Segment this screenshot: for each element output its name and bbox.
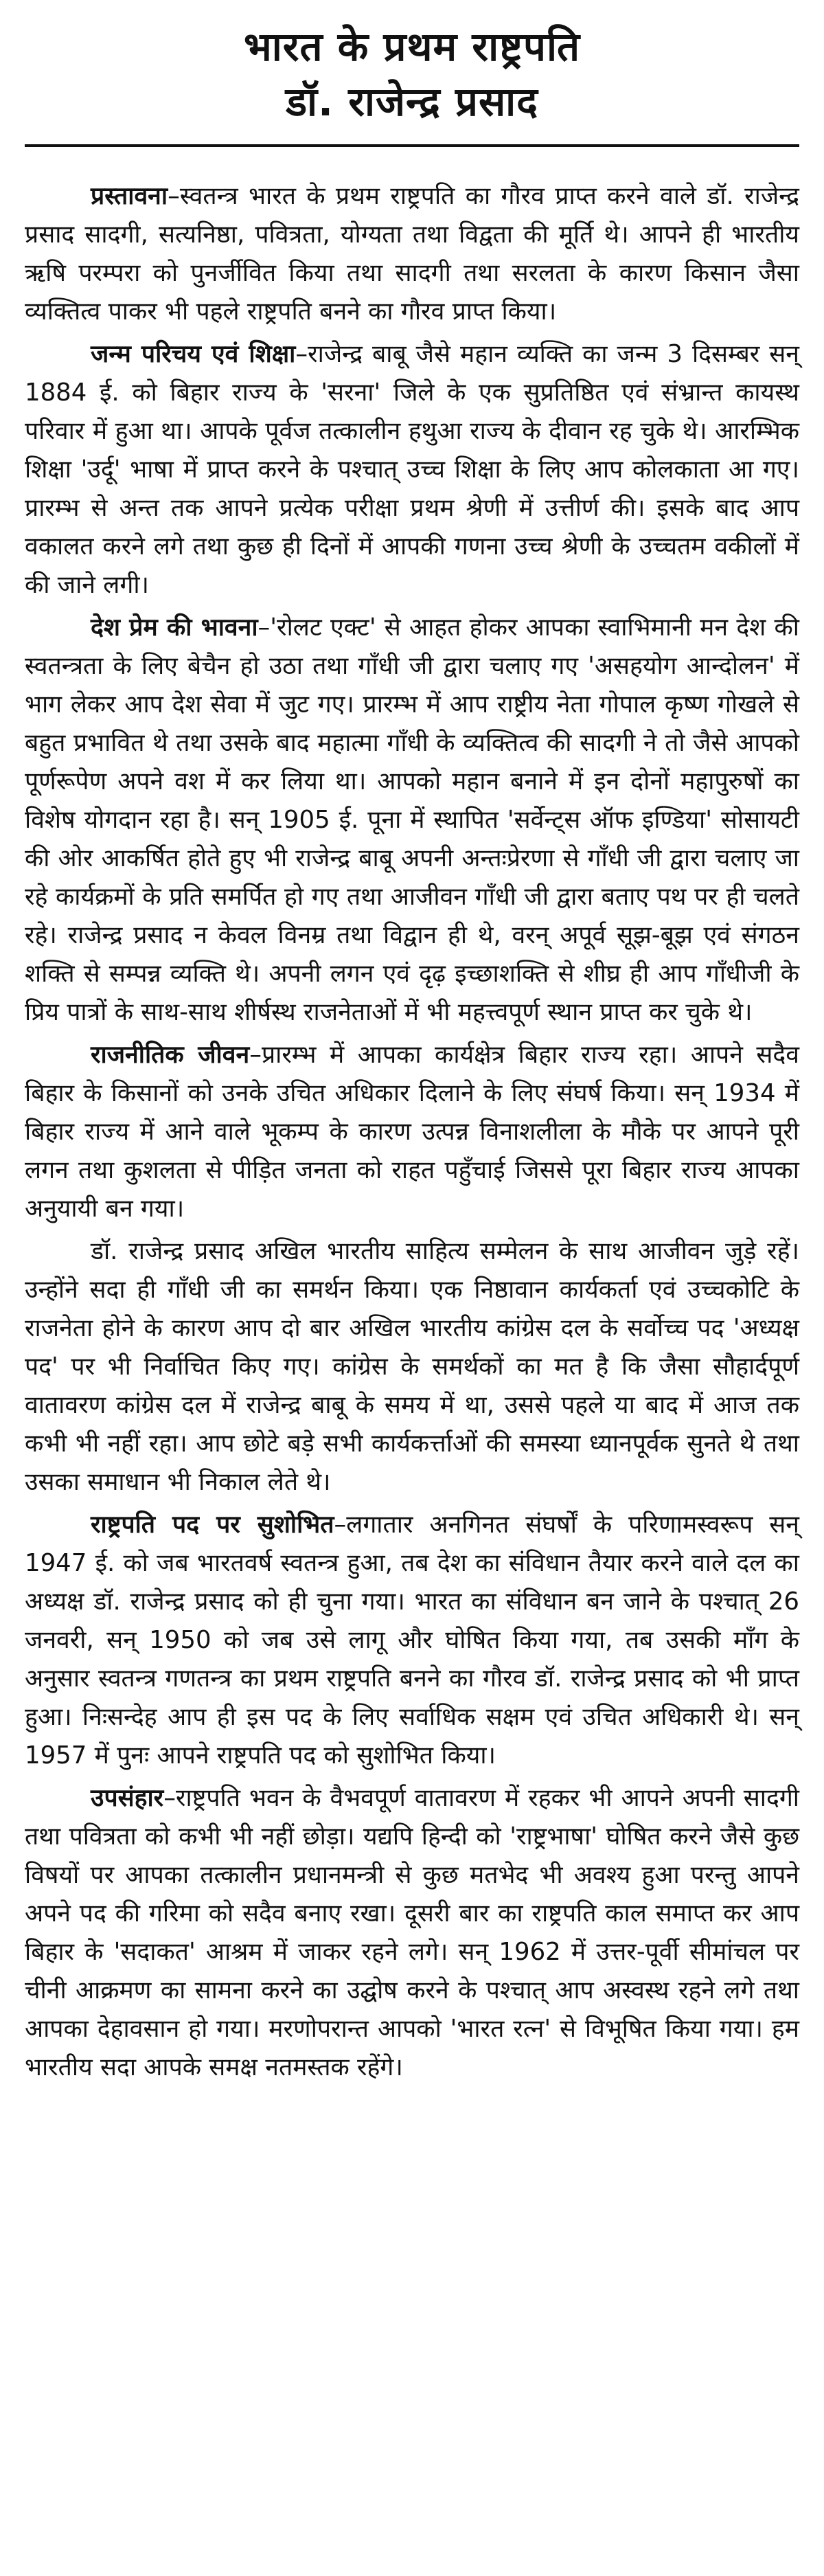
paragraph-heading: राजनीतिक जीवन — [91, 1041, 250, 1069]
paragraph-introduction — [25, 177, 799, 331]
paragraph-text: –स्वतन्त्र भारत के प्रथम राष्ट्रपति का गौरव प्राप्त करने वाले डॉ. राजेन्द्र प्रसाद सादगी, सत्यनिष्ठा, पवित्रता, योग्यता तथा विद्वता की मूर्ति थे। आपने ही भारतीय ऋषि परम्परा को पुनर्जीवित किया तथा सादगी तथा सरलता के कारण किसान जैसा व्यक्तित्व पाकर भी पहले राष्ट्रपति बनने का गौरव प्राप्त किया। — [25, 182, 799, 326]
paragraph-conclusion — [25, 1779, 799, 2087]
paragraph-heading: उपसंहार — [91, 1784, 164, 1812]
essay-body — [25, 177, 799, 2087]
paragraph-patriotism — [25, 609, 799, 1032]
title-block — [25, 0, 799, 129]
paragraph-text: –'रोलट एक्ट' से आहत होकर आपका स्वाभिमानी मन देश की स्वतन्त्रता के लिए बेचैन हो उठा तथा गाँधी जी द्वारा चलाए गए 'असहयोग आन्दोलन' में भाग लेकर आप देश सेवा में जुट गए। प्रारम्भ में आप राष्ट्रीय नेता गोपाल कृष्ण गोखले से बहुत प्रभावित थे तथा उसके बाद महात्मा गाँधी के व्यक्तित्व की सादगी ने तो जैसे आपको पूर्णरूपेण अपने वश में कर लिया था। आपको महान बनाने में इन दोनों महापुरुषों का विशेष योगदान रहा है। सन् 1905 ई. पूना में स्थापित 'सर्वेन्ट्स ऑफ इण्डिया' सोसायटी की ओर आकर्षित होते हुए भी राजेन्द्र बाबू अपनी अन्तःप्रेरणा से गाँधी जी द्वारा चलाए जा रहे कार्यक्रमों के प्रति समर्पित हो गए तथा आजीवन गाँधी जी द्वारा बताए पथ पर ही चलते रहे। राजेन्द्र प्रसाद न केवल विनम्र तथा विद्वान ही थे, वरन् अपूर्व सूझ-बूझ एवं संगठन शक्ति से सम्पन्न व्यक्ति थे। अपनी लगन एवं दृढ़ इच्छाशक्ति से शीघ्र ही आप गाँधीजी के प्रिय पात्रों के साथ-साथ शीर्षस्थ राजनेताओं में भी महत्त्वपूर्ण स्थान प्राप्त कर चुके थे। — [25, 613, 799, 1026]
paragraph-congress — [25, 1232, 799, 1502]
paragraph-birth-education — [25, 335, 799, 605]
paragraph-text: –राष्ट्रपति भवन के वैभवपूर्ण वातावरण में रहकर भी आपने अपनी सादगी तथा पवित्रता को कभी भी नहीं छोड़ा। यद्यपि हिन्दी को 'राष्ट्रभाषा' घोषित करने जैसे कुछ विषयों पर आपका तत्कालीन प्रधानमन्त्री से कुछ मतभेद भी अवश्य हुआ परन्तु आपने अपने पद की गरिमा को सदैव बनाए रखा। दूसरी बार का राष्ट्रपति काल समाप्त कर आप बिहार के 'सदाकत' आश्रम में जाकर रहने लगे। सन् 1962 में उत्तर-पूर्वी सीमांचल पर चीनी आक्रमण का सामना करने का उद्घोष करने के पश्चात् आप अस्वस्थ रहने लगे तथा आपका देहावसान हो गया। मरणोपरान्त आपको 'भारत रत्न' से विभूषित किया गया। हम भारतीय सदा आपके समक्ष नतमस्तक रहेंगे। — [25, 1784, 799, 2081]
paragraph-text: –राजेन्द्र बाबू जैसे महान व्यक्ति का जन्म 3 दिसम्बर सन् 1884 ई. को बिहार राज्य के 'सरना' जिले के एक सुप्रतिष्ठित एवं संभ्रान्त कायस्थ परिवार में हुआ था। आपके पूर्वज तत्कालीन हथुआ राज्य के दीवान रह चुके थे। आरम्भिक शिक्षा 'उर्दू' भाषा में प्राप्त करने के पश्चात् उच्च शिक्षा के लिए आप कोलकाता आ गए। प्रारम्भ से अन्त तक आपने प्रत्येक परीक्षा प्रथम श्रेणी में उत्तीर्ण की। इसके बाद आप वकालत करने लगे तथा कुछ ही दिनों में आपकी गणना उच्च श्रेणी के उच्चतम वकीलों में की जाने लगी। — [25, 340, 799, 599]
paragraph-presidency — [25, 1506, 799, 1775]
paragraph-heading: प्रस्तावना — [91, 182, 168, 210]
paragraph-political-life — [25, 1036, 799, 1228]
paragraph-heading: देश प्रेम की भावना — [91, 613, 258, 642]
title-line-2: डॉ. राजेन्द्र प्रसाद — [285, 78, 538, 125]
title-divider — [25, 144, 799, 147]
title-line-1: भारत के प्रथम राष्ट्रपति — [243, 23, 581, 70]
paragraph-text: डॉ. राजेन्द्र प्रसाद अखिल भारतीय साहित्य सम्मेलन के साथ आजीवन जुड़े रहें। उन्होंने सदा ही गाँधी जी का समर्थन किया। एक निष्ठावान कार्यकर्ता एवं उच्चकोटि के राजनेता होने के कारण आप दो बार अखिल भारतीय कांग्रेस दल के सर्वोच्च पद 'अध्यक्ष पद' पर भी निर्वाचित किए गए। कांग्रेस के समर्थकों का मत है कि जैसा सौहार्दपूर्ण वातावरण कांग्रेस दल में राजेन्द्र बाबू के समय में था, उससे पहले या बाद में आज तक कभी भी नहीं रहा। आप छोटे बड़े सभी कार्यकर्त्ताओं की समस्या ध्यानपूर्वक सुनते थे तथा उसका समाधान भी निकाल लेते थे। — [25, 1237, 799, 1496]
paragraph-text: –प्रारम्भ में आपका कार्यक्षेत्र बिहार राज्य रहा। आपने सदैव बिहार के किसानों को उनके उचित अधिकार दिलाने के लिए संघर्ष किया। सन् 1934 में बिहार राज्य में आने वाले भूकम्प के कारण उत्पन्न विनाशलीला के मौके पर आपने पूरी लगन तथा कुशलता से पीड़ित जनता को राहत पहुँचाई जिससे पूरा बिहार राज्य आपका अनुयायी बन गया। — [25, 1041, 799, 1223]
paragraph-heading: जन्म परिचय एवं शिक्षा — [91, 340, 296, 368]
paragraph-heading: राष्ट्रपति पद पर सुशोभित — [91, 1511, 334, 1539]
paragraph-text: –लगातार अनगिनत संघर्षों के परिणामस्वरूप सन् 1947 ई. को जब भारतवर्ष स्वतन्त्र हुआ, तब देश का संविधान तैयार करने वाले दल का अध्यक्ष डॉ. राजेन्द्र प्रसाद को ही चुना गया। भारत का संविधान बन जाने के पश्चात् 26 जनवरी, सन् 1950 को जब उसे लागू और घोषित किया गया, तब उसकी माँग के अनुसार स्वतन्त्र गणतन्त्र का प्रथम राष्ट्रपति बनने का गौरव डॉ. राजेन्द्र प्रसाद को भी प्राप्त हुआ। निःसन्देह आप ही इस पद के लिए सर्वाधिक सक्षम एवं उचित अधिकारी थे। सन् 1957 में पुनः आपने राष्ट्रपति पद को सुशोभित किया। — [25, 1511, 799, 1770]
